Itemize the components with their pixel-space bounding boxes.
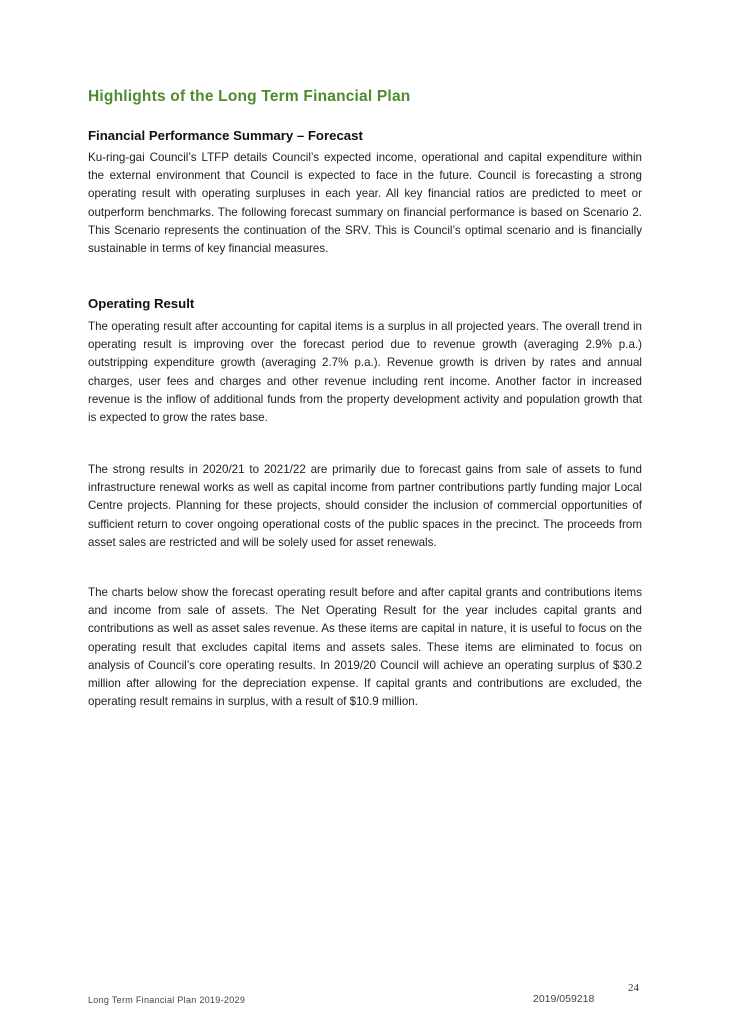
operating-result-paragraph-2: The strong results in 2020/21 to 2021/22 are primarily due to forecast gains from sale of assets to fund infrastructure renewal works as well as capital income from partner contributions partly funding major Local Centre projects. Planning for these projects, should consider the inclusion of commercial opportunities of sufficient return to cover ongoing operational costs of the public spaces in the precinct. The proceeds from asset sales are restricted and will be solely used for asset renewals. <box>88 463 642 549</box>
financial-performance-paragraph: Ku-ring-gai Council’s LTFP details Council’s expected income, operational and capital expenditure within the external environment that Council is expected to face in the future. Council is forecasting a strong operating result with operating surpluses in each year. All key financial ratios are predicted to meet or outperform benchmarks. The following forecast summary on financial performance is based on Scenario 2. This Scenario represents the continuation of the SRV. This is Council’s optimal scenario and is financially sustainable in terms of key financial measures. <box>88 151 642 256</box>
page-number: 24 <box>628 982 639 994</box>
footer-document-title: Long Term Financial Plan 2019-2029 <box>88 995 246 1005</box>
operating-result-paragraph-3: The charts below show the forecast operating result before and after capital grants and contributions items and income from sale of assets. The Net Operating Result for the year includes capital grants and contributions as well as asset sales revenue. As these items are capital in nature, it is useful to focus on the operating result that excludes capital items and assets sales. These items are eliminated to focus on analysis of Council’s core operating results. In 2019/20 Council will achieve an operating surplus of $30.2 million after allowing for the depreciation expense. If capital grants and contributions are excluded, the operating result remains in surplus, with a result of $10.9 million. <box>88 586 642 709</box>
footer-reference-number: 2019/059218 <box>533 993 595 1005</box>
operating-result-paragraph-1: The operating result after accounting for capital items is a surplus in all projected years. The overall trend in operating result is improving over the forecast period due to revenue growth (averaging 2.9% p.a.) outstripping expenditure growth (averaging 2.7% p.a.). Revenue growth is driven by rates and annual charges, user fees and charges and other revenue including rent income. Another factor in increased revenue is the inflow of additional funds from the property development activity and population growth that is expected to grow the rates base. <box>88 320 642 425</box>
page-title: Highlights of the Long Term Financial Plan <box>88 88 411 105</box>
section-heading-operating-result: Operating Result <box>88 296 195 311</box>
section-heading-financial-performance: Financial Performance Summary – Forecast <box>88 128 363 143</box>
